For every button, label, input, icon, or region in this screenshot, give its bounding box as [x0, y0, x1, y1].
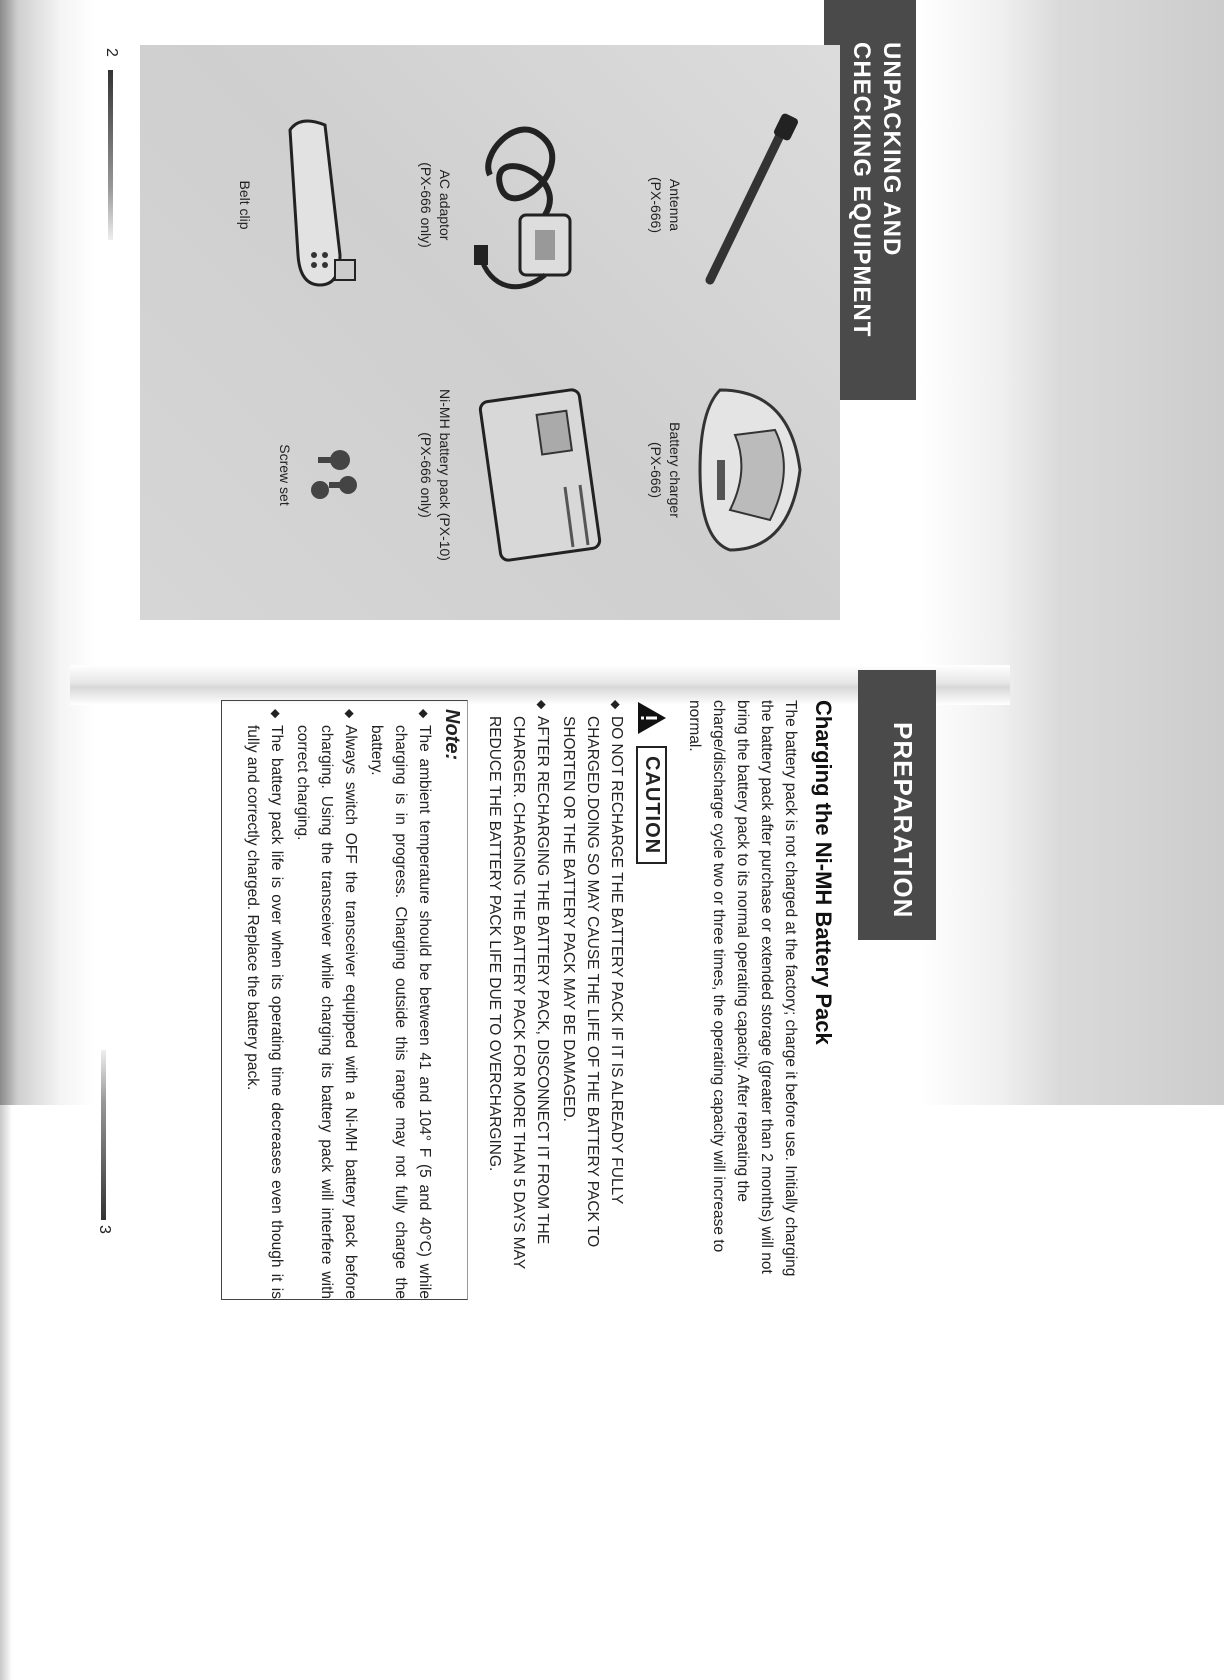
page-rule [101, 1050, 106, 1220]
screw-set-label: Screw set [277, 444, 293, 506]
charger-model: (PX-666) [648, 441, 664, 499]
caution-heading [636, 700, 668, 1300]
belt-clip-icon [260, 105, 370, 305]
page-number: 2 [103, 48, 120, 57]
battery-pack-icon [460, 365, 610, 585]
battery-pack-label: Ni-MH battery pack (PX-10) [437, 389, 453, 561]
note-item: ◆ The ambient temperature should be between 41 and 104° F (5 and 40°C) while charging is in progress. Charging outside this range may not fully charge the battery. [364, 709, 436, 1299]
section-title: Charging the Ni-MH Battery Pack [811, 700, 836, 1045]
page-2 [78, 0, 1008, 665]
belt-clip-item [235, 95, 370, 315]
ac-adaptor-item [416, 95, 610, 315]
page-content [221, 700, 846, 1300]
ac-adaptor-label: AC adaptor [437, 169, 453, 241]
note-item: ◆ The battery pack life is over when its operating time decreases even though it is fully and correctly charged. Replace the battery pack. [240, 709, 288, 1299]
equipment-photo-panel [140, 45, 840, 620]
intro-paragraph: The battery pack is not charged at the factory; charge it before use. Initially charging the battery pack after purchase or extended storage (greater than 2 months) will not bring the battery pack to its normal operating capacity. After repeating the charge/discharge cycle two or three times, the operating capacity will increase to normal. [686, 700, 799, 1277]
belt-clip-label: Belt clip [237, 180, 253, 230]
ac-adaptor-model: (PX-666 only) [418, 162, 434, 248]
header-line-1: UNPACKING AND [878, 42, 905, 257]
charger-item [646, 355, 820, 585]
scan-edge [0, 1105, 12, 1680]
note-item: ◆ Always switch OFF the transceiver equipped with a Ni-MH battery pack before charging. Using the transceiver while charging its battery pack will interfere with correct charging. [290, 709, 362, 1299]
antenna-model: (PX-666) [648, 176, 664, 234]
ac-adaptor-icon [460, 105, 610, 305]
note-box [221, 700, 468, 1300]
caution-item: ◆ DO NOT RECHARGE THE BATTERY PACK IF IT IS ALREADY FULLY CHARGED.DOING SO MAY CAUSE THE LIFE OF THE BATTERY PACK TO SHORTEN OR THE BATTERY PACK MAY BE DAMAGED. [556, 700, 628, 1300]
caution-item: ◆ AFTER RECHARGING THE BATTERY PACK, DISCONNECT IT FROM THE CHARGER. CHARGING THE BATTERY PACK FOR MORE THAN 5 DAYS MAY REDUCE THE BATTERY PACK LIFE DUE TO OVERCHARGING. [482, 700, 554, 1300]
antenna-label: Antenna [667, 178, 683, 232]
caution-list [482, 700, 628, 1300]
antenna-item [646, 95, 800, 315]
caution-label: CAUTION [637, 746, 668, 864]
screw-set-icon [300, 415, 370, 535]
note-list [240, 709, 436, 1299]
page-rule [108, 70, 113, 240]
battery-pack-model: (PX-666 only) [418, 432, 434, 518]
page-3 [78, 670, 1008, 1320]
antenna-icon [690, 105, 800, 305]
screw-set-item [275, 375, 370, 575]
preparation-header: PREPARATION [858, 670, 936, 940]
note-title: Note: [441, 709, 463, 761]
battery-charger-icon [690, 370, 820, 570]
header-line-2: CHECKING EQUIPMENT [848, 42, 875, 338]
page-number: 3 [96, 1225, 113, 1234]
warning-icon [636, 700, 668, 736]
charger-label: Battery charger [667, 422, 683, 518]
battery-pack-item [416, 345, 610, 605]
